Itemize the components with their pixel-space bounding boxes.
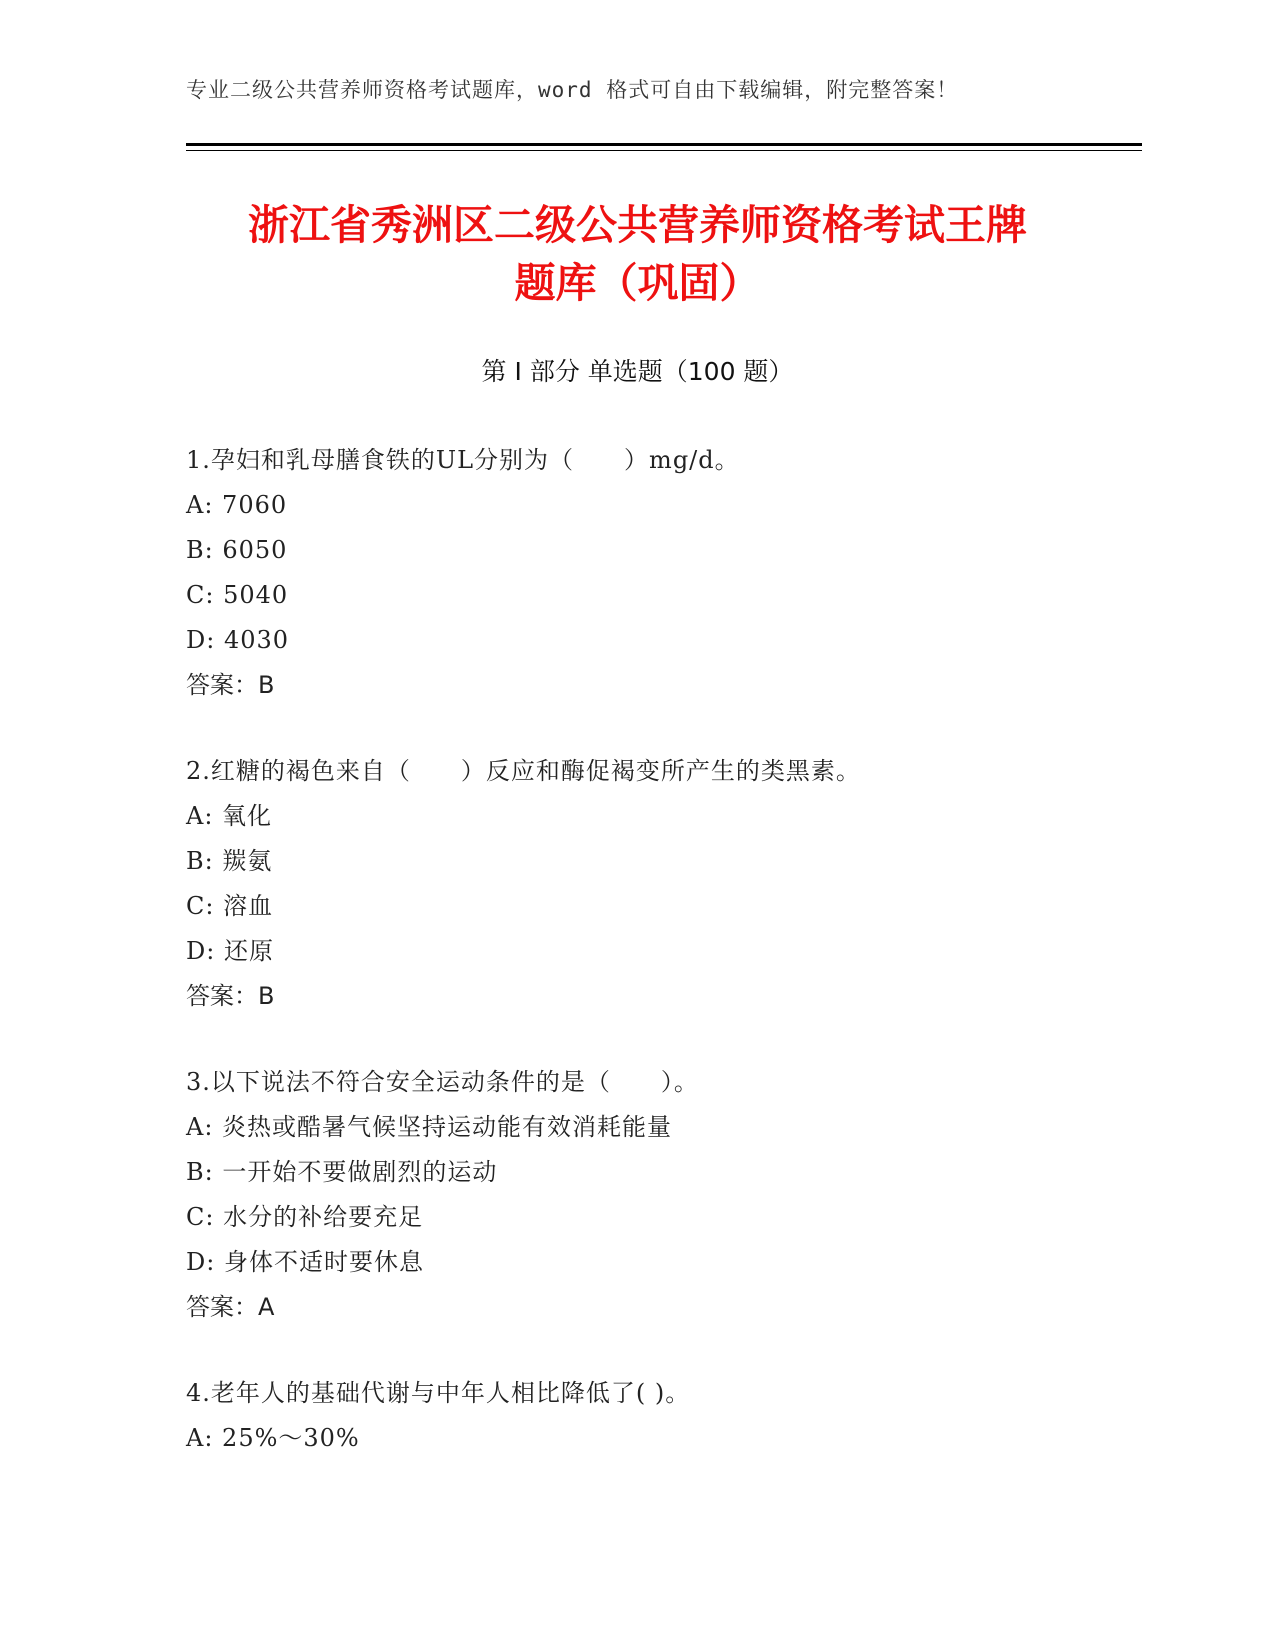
answer: 答案：B — [186, 671, 275, 699]
answer: 答案：A — [186, 1293, 275, 1321]
option-b: B: 一开始不要做剧烈的运动 — [186, 1158, 498, 1186]
option-c: C: 水分的补给要充足 — [186, 1203, 424, 1231]
question-4 — [186, 1371, 1126, 1461]
question-stem: 4.老年人的基础代谢与中年人相比降低了( )。 — [186, 1379, 691, 1407]
option-a: A: 7060 — [186, 491, 288, 519]
question-3 — [186, 1060, 1126, 1330]
answer: 答案：B — [186, 982, 275, 1010]
option-d: D: 还原 — [186, 937, 274, 965]
question-1 — [186, 438, 1126, 708]
question-stem: 1.孕妇和乳母膳食铁的UL分别为（ ）mg/d。 — [186, 446, 740, 474]
option-b: B: 羰氨 — [186, 847, 273, 875]
option-a: A: 炎热或酷暑气候坚持运动能有效消耗能量 — [186, 1113, 673, 1141]
option-c: C: 溶血 — [186, 892, 274, 920]
option-a: A: 25%～30% — [186, 1424, 360, 1452]
option-b: B: 6050 — [186, 536, 288, 564]
option-a: A: 氧化 — [186, 802, 273, 830]
question-2 — [186, 749, 1126, 1019]
document-title-line-2: 题库（巩固） — [514, 259, 761, 307]
document-title-line-1: 浙江省秀洲区二级公共营养师资格考试王牌 — [248, 201, 1027, 249]
header-rule-thick — [186, 143, 1142, 146]
question-stem: 2.红糖的褐色来自（ ）反应和酶促褐变所产生的类黑素。 — [186, 757, 861, 785]
section-title: 第 I 部分 单选题（100 题） — [481, 357, 794, 386]
document-title — [160, 196, 1115, 312]
option-c: C: 5040 — [186, 581, 289, 609]
header-note: 专业二级公共营养师资格考试题库，word 格式可自由下载编辑，附完整答案！ — [186, 78, 959, 102]
option-d: D: 身体不适时要休息 — [186, 1248, 424, 1276]
question-list — [186, 438, 1126, 1502]
option-d: D: 4030 — [186, 626, 290, 654]
header-rule-thin — [186, 150, 1142, 151]
question-stem: 3.以下说法不符合安全运动条件的是（ ）。 — [186, 1068, 699, 1096]
